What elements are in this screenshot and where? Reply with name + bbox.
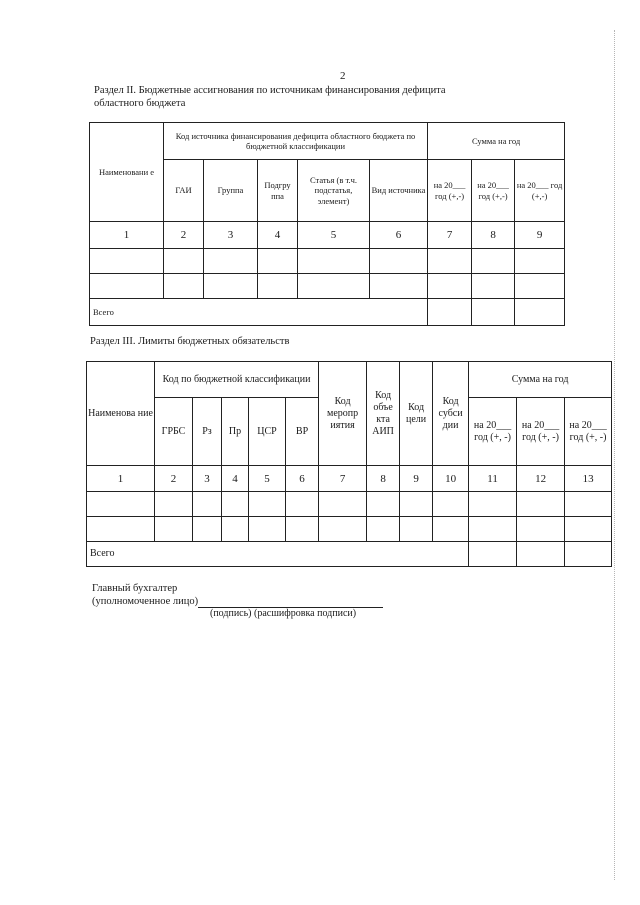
total-row [90,299,565,326]
header-year-1: на 20___ год (+,-) [428,160,472,222]
column-number: 7 [428,222,472,249]
header-grbs: ГРБС [155,398,193,466]
header-name: Наименовани е [90,123,164,222]
header-gai: ГАИ [164,160,204,222]
section2-table [89,122,565,326]
header-year-2: на 20___ год (+,-) [472,160,515,222]
column-number: 4 [258,222,298,249]
header-year-1: на 20___ год (+, -) [469,398,517,466]
column-number: 6 [370,222,428,249]
signature-block [92,582,383,608]
section2-title [94,84,544,110]
column-number: 9 [400,466,433,492]
column-number: 5 [249,466,286,492]
total-label: Всего [90,299,428,326]
header-aip-code: Код объе кта АИП [367,362,400,466]
total-row [87,542,612,567]
column-number: 7 [319,466,367,492]
scan-edge-mark [614,30,615,880]
header-year-3: на 20___ год (+,-) [515,160,565,222]
header-source-code-group: Код источника финансирования дефицита областного бюджета по бюджетной классификации [164,123,428,160]
column-number: 3 [193,466,222,492]
header-group: Группа [204,160,258,222]
section2-title-line2: областного бюджета [94,98,186,109]
header-year-2: на 20___ год (+, -) [517,398,565,466]
table-row [87,492,612,517]
section3-title: Раздел III. Лимиты бюджетных обязательств [90,336,290,347]
column-number: 5 [298,222,370,249]
header-subgroup: Подгру ппа [258,160,298,222]
column-number: 10 [433,466,469,492]
column-number: 11 [469,466,517,492]
table-row [90,274,565,299]
authorized-person-label: (уполномоченное лицо) [92,596,199,607]
header-annual-sum-group: Сумма на год [469,362,612,398]
header-annual-sum-group: Сумма на год [428,123,565,160]
header-subsidy-code: Код субси дии [433,362,469,466]
column-number: 2 [164,222,204,249]
column-number: 3 [204,222,258,249]
header-pr: Пр [222,398,249,466]
column-number: 9 [515,222,565,249]
section2-title-line1: Раздел II. Бюджетные ассигнования по источникам финансирования дефицита [94,85,446,96]
header-source-type: Вид источника [370,160,428,222]
header-year-3: на 20___ год (+, -) [565,398,612,466]
page-number: 2 [340,70,346,82]
column-number: 1 [90,222,164,249]
table-row [90,249,565,274]
header-name: Наименова ние [87,362,155,466]
column-number: 4 [222,466,249,492]
column-number: 8 [472,222,515,249]
column-number: 12 [517,466,565,492]
header-vr: ВР [286,398,319,466]
header-event-code: Код меропр иятия [319,362,367,466]
column-number: 6 [286,466,319,492]
header-csr: ЦСР [249,398,286,466]
signature-caption: (подпись) (расшифровка подписи) [210,608,357,619]
column-number: 8 [367,466,400,492]
header-article: Статья (в т.ч. подстатья, элемент) [298,160,370,222]
column-number: 2 [155,466,193,492]
column-number: 13 [565,466,612,492]
column-number: 1 [87,466,155,492]
header-rz: Рз [193,398,222,466]
header-goal-code: Код цели [400,362,433,466]
chief-accountant-label: Главный бухгалтер [92,583,178,594]
table-row [87,517,612,542]
total-label: Всего [87,542,469,567]
section3-table [86,361,612,567]
header-budget-code-group: Код по бюджетной классификации [155,362,319,398]
signature-line [198,597,383,608]
